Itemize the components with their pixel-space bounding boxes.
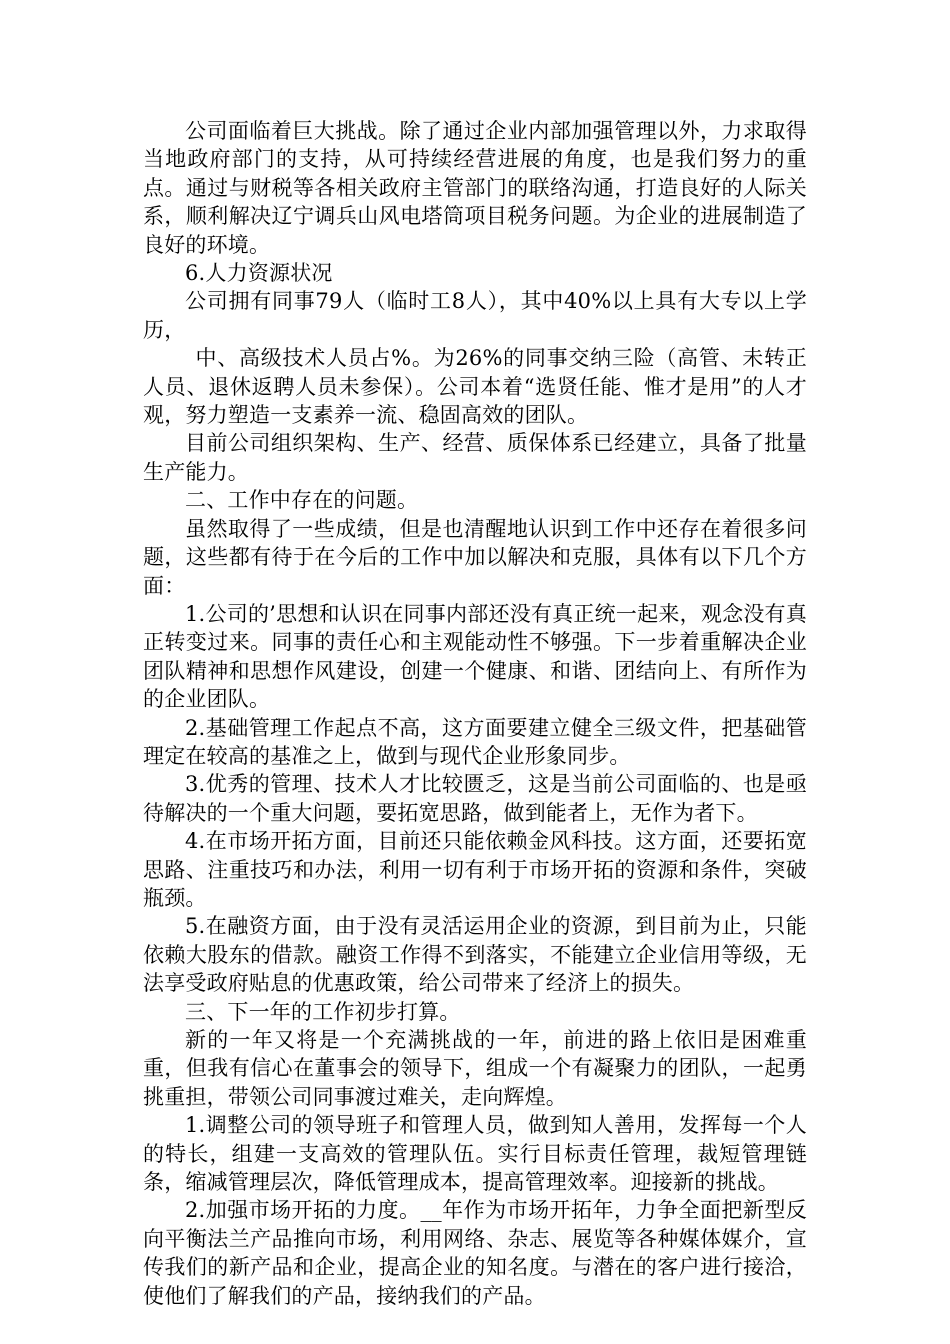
problem-item-1: 1.公司的’思想和认识在同事内部还没有真正统一起来，观念没有真正转变过来。同事的责任心和主观能动性不够强。下一步着重解决企业团队精神和思想作风建设，创建一个健康、和谐、团结向上、有所作为的企业团队。	[143, 601, 807, 712]
problem-item-3: 3.优秀的管理、技术人才比较匮乏，这是当前公司面临的、也是亟待解决的一个重大问题，要拓宽思路，做到能者上，无作为者下。	[143, 772, 807, 825]
paragraph-organization: 目前公司组织架构、生产、经营、质保体系已经建立，具备了批量生产能力。	[143, 431, 807, 484]
document-body	[143, 117, 807, 1310]
problem-item-5: 5.在融资方面，由于没有灵活运用企业的资源，到目前为止，只能依赖大股东的借款。融资工作得不到落实，不能建立企业信用等级，无法享受政府贴息的优惠政策，给公司带来了经济上的损失。	[143, 914, 807, 996]
heading-next-year-plan: 三、下一年的工作初步打算。	[185, 999, 461, 1024]
plan-item-2: 2.加强市场开拓的力度。__年作为市场开拓年，力争全面把新型反向平衡法兰产品推向市场，利用网络、杂志、展览等各种媒体媒介，宣传我们的新产品和企业，提高企业的知名度。与潜在的客户进行接洽，使他们了解我们的产品，接纳我们的产品。	[143, 1198, 807, 1308]
problem-item-2: 2.基础管理工作起点不高，这方面要建立健全三级文件，把基础管理定在较高的基准之上，做到与现代企业形象同步。	[143, 715, 807, 768]
heading-problems: 二、工作中存在的问题。	[185, 488, 419, 513]
paragraph-government-support: 公司面临着巨大挑战。除了通过企业内部加强管理以外，力求取得当地政府部门的支持，从可持续经营进展的角度，也是我们努力的重点。通过与财税等各相关政府主管部门的联络沟通，打造良好的人际关系，顺利解决辽宁调兵山风电塔筒项目税务问题。为企业的进展制造了良好的环境。	[143, 119, 807, 257]
paragraph-staff-count: 公司拥有同事79人（临时工8人），其中40%以上具有大专以上学历，	[143, 289, 807, 342]
paragraph-problems-intro: 虽然取得了一些成绩，但是也清醒地认识到工作中还存在着很多问题，这些都有待于在今后的工作中加以解决和克服，具体有以下几个方面：	[143, 516, 807, 598]
plan-item-1: 1.调整公司的领导班子和管理人员，做到知人善用，发挥每一个人的特长，组建一支高效的管理队伍。实行目标责任管理，裁短管理链条，缩减管理层次，降低管理成本，提高管理效率。迎接新的挑战。	[143, 1113, 807, 1195]
paragraph-plan-intro: 新的一年又将是一个充满挑战的一年，前进的路上依旧是困难重重，但我有信心在董事会的领导下，组成一个有凝聚力的团队，一起勇挑重担，带领公司同事渡过难关，走向辉煌。	[143, 1028, 807, 1109]
heading-human-resources: 6.人力资源状况	[185, 261, 333, 286]
paragraph-technical-staff: 中、高级技术人员占%。为26%的同事交纳三险（高管、未转正人员、退休返聘人员未参保）。公司本着“选贤任能、惟才是用”的人才观，努力塑造一支素养一流、稳固高效的团队。	[143, 346, 807, 428]
problem-item-4: 4.在市场开拓方面，目前还只能依赖金风科技。这方面，还要拓宽思路、注重技巧和办法，利用一切有利于市场开拓的资源和条件，突破瓶颈。	[143, 829, 807, 910]
